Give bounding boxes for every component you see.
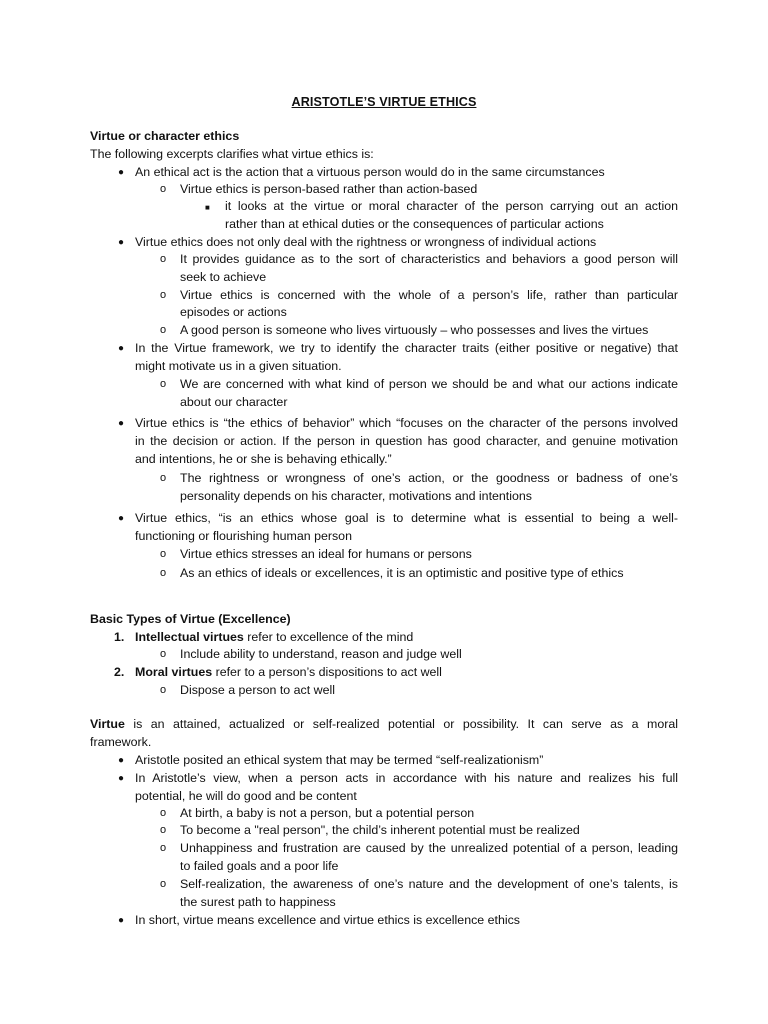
bullet-icon: ●	[118, 773, 125, 784]
bullet-icon: ●	[118, 167, 125, 178]
list-item-continuation: and intentions, he or she is behaving ethically.”	[135, 452, 392, 466]
document-title: ARISTOTLE’S VIRTUE ETHICS	[291, 95, 477, 109]
bullet-icon: ●	[118, 755, 125, 766]
list-item: Virtue ethics is “the ethics of behavior” which “focuses on the character of the persons involved	[135, 416, 678, 430]
list-item: As an ethics of ideals or excellences, it is an optimistic and positive type of ethics	[180, 566, 624, 580]
list-item-continuation: potential, he will do good and be content	[135, 789, 357, 803]
list-item	[135, 629, 413, 647]
definition: refer to excellence of the mind	[243, 630, 414, 644]
circle-bullet-icon: o	[160, 253, 167, 265]
circle-bullet-icon: o	[160, 684, 167, 696]
paragraph-text: is an attained, actualized or self-realized potential or possibility. It can serve as a moral	[124, 717, 678, 731]
term: Virtue	[90, 717, 125, 731]
list-item: We are concerned with what kind of person we should be and what our actions indicate	[180, 377, 678, 391]
definition: refer to a person’s dispositions to act well	[212, 665, 442, 679]
list-item-continuation: seek to achieve	[180, 270, 267, 284]
list-item-continuation: rather than at ethical duties or the consequences of particular actions	[225, 217, 604, 231]
list-item-continuation: about our character	[180, 395, 288, 409]
circle-bullet-icon: o	[160, 878, 167, 890]
circle-bullet-icon: o	[160, 842, 167, 854]
circle-bullet-icon: o	[160, 548, 167, 560]
circle-bullet-icon: o	[160, 567, 167, 579]
list-item: Virtue ethics stresses an ideal for humans or persons	[180, 547, 472, 561]
list-item: Aristotle posited an ethical system that may be termed “self-realizationism”	[135, 753, 544, 767]
intro-text: The following excerpts clarifies what virtue ethics is:	[90, 147, 374, 161]
term: Moral virtues	[135, 665, 213, 679]
circle-bullet-icon: o	[160, 324, 167, 336]
list-item: At birth, a baby is not a person, but a potential person	[180, 806, 475, 820]
circle-bullet-icon: o	[160, 472, 167, 484]
list-item-continuation: personality depends on his character, motivations and intentions	[180, 489, 532, 503]
bullet-icon: ●	[118, 418, 125, 429]
circle-bullet-icon: o	[160, 807, 167, 819]
list-number: 1.	[114, 630, 125, 644]
term: Intellectual virtues	[135, 630, 244, 644]
list-item: In short, virtue means excellence and virtue ethics is excellence ethics	[135, 913, 520, 927]
list-item: Dispose a person to act well	[180, 683, 335, 697]
list-item: Virtue ethics does not only deal with the rightness or wrongness of individual actions	[135, 235, 597, 249]
list-item: Self-realization, the awareness of one’s nature and the development of one’s talents, is	[180, 877, 678, 891]
list-item-continuation: functioning or flourishing human person	[135, 529, 352, 543]
square-bullet-icon: ■	[205, 203, 210, 212]
list-item: In Aristotle’s view, when a person acts in accordance with his nature and realizes his full	[135, 771, 678, 785]
list-item: The rightness or wrongness of one’s action, or the goodness or badness of one’s	[180, 471, 678, 485]
list-item-continuation: the surest path to happiness	[180, 895, 336, 909]
list-item: In the Virtue framework, we try to identify the character traits (either positive or negative) that	[135, 341, 678, 355]
list-item: Unhappiness and frustration are caused by the unrealized potential of a person, leading	[180, 841, 678, 855]
section-heading: Virtue or character ethics	[90, 129, 240, 143]
circle-bullet-icon: o	[160, 289, 167, 301]
circle-bullet-icon: o	[160, 378, 167, 390]
list-item-continuation: episodes or actions	[180, 305, 287, 319]
bullet-icon: ●	[118, 915, 125, 926]
paragraph-continuation: framework.	[90, 735, 152, 749]
list-item-continuation: in the decision or action. If the person in question has good character, and genuine motivation	[135, 434, 678, 448]
list-item: A good person is someone who lives virtuously – who possesses and lives the virtues	[180, 323, 649, 337]
list-item: Virtue ethics, “is an ethics whose goal is to determine what is essential to being a well-	[135, 511, 678, 525]
list-item-continuation: might motivate us in a given situation.	[135, 359, 342, 373]
circle-bullet-icon: o	[160, 824, 167, 836]
list-item	[135, 664, 442, 682]
list-item: Virtue ethics is concerned with the whole of a person’s life, rather than particular	[180, 288, 678, 302]
list-item-continuation: to failed goals and a poor life	[180, 859, 339, 873]
bullet-icon: ●	[118, 513, 125, 524]
list-item: To become a "real person", the child’s inherent potential must be realized	[180, 823, 580, 837]
list-number: 2.	[114, 665, 125, 679]
bullet-icon: ●	[118, 343, 125, 354]
section-heading: Basic Types of Virtue (Excellence)	[90, 612, 291, 626]
circle-bullet-icon: o	[160, 183, 167, 195]
list-item: It provides guidance as to the sort of characteristics and behaviors a good person will	[180, 252, 678, 266]
list-item: An ethical act is the action that a virtuous person would do in the same circumstances	[135, 165, 605, 179]
list-item: it looks at the virtue or moral character of the person carrying out an action	[225, 199, 678, 213]
circle-bullet-icon: o	[160, 648, 167, 660]
paragraph	[90, 716, 678, 734]
bullet-icon: ●	[118, 237, 125, 248]
list-item: Virtue ethics is person-based rather than action-based	[180, 182, 478, 196]
list-item: Include ability to understand, reason and judge well	[180, 647, 462, 661]
